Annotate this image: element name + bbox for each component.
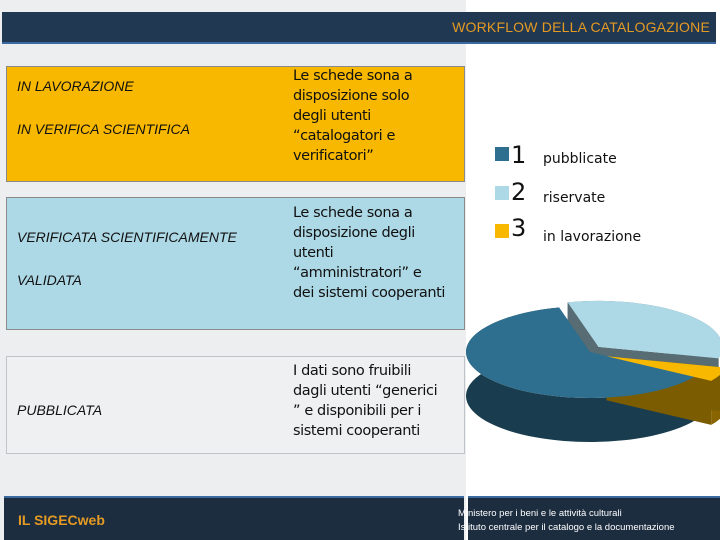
desc-line: I dati sono fruibili: [293, 363, 411, 379]
footer-brand: IL SIGECweb: [18, 512, 105, 528]
footer-left: [4, 496, 464, 540]
status-in-verifica: IN VERIFICA SCIENTIFICA: [17, 121, 190, 137]
footer-org-line2: Istituto centrale per il catalogo e la documentazione: [458, 522, 675, 533]
desc-line: “catalogatori e: [293, 128, 396, 144]
desc-line: Le schede sona a: [293, 68, 413, 84]
status-validata: VALIDATA: [17, 272, 82, 288]
desc-line: disposizione degli: [293, 225, 415, 241]
desc-line: dei sistemi cooperanti: [293, 285, 446, 301]
legend-label-in-lavorazione: in lavorazione: [543, 229, 642, 245]
legend-num-3: 3: [511, 214, 527, 242]
desc-line: sistemi cooperanti: [293, 423, 420, 439]
desc-line: dagli utenti “generici: [293, 383, 438, 399]
desc-line: utenti: [293, 245, 334, 261]
desc-line: disposizione solo: [293, 88, 410, 104]
status-pubblicata: PUBBLICATA: [17, 402, 103, 418]
legend-label-pubblicate: pubblicate: [543, 151, 617, 167]
desc-line: ” e disponibili per i: [293, 403, 421, 419]
desc-line: Le schede sona a: [293, 205, 413, 221]
footer-org-line1: Ministero per i beni e le attività culturali: [458, 508, 622, 519]
desc-line: verificatori”: [293, 148, 374, 164]
status-in-lavorazione: IN LAVORAZIONE: [17, 78, 134, 94]
status-verificata: VERIFICATA SCIENTIFICAMENTE: [17, 229, 237, 245]
legend-num-1: 1: [511, 141, 527, 169]
desc-line: “amministratori” e: [293, 265, 422, 281]
page-title: WORKFLOW DELLA CATALOGAZIONE: [452, 19, 710, 35]
legend-num-2: 2: [511, 178, 527, 206]
desc-line: degli utenti: [293, 108, 371, 124]
legend-label-riservate: riservate: [543, 190, 606, 206]
